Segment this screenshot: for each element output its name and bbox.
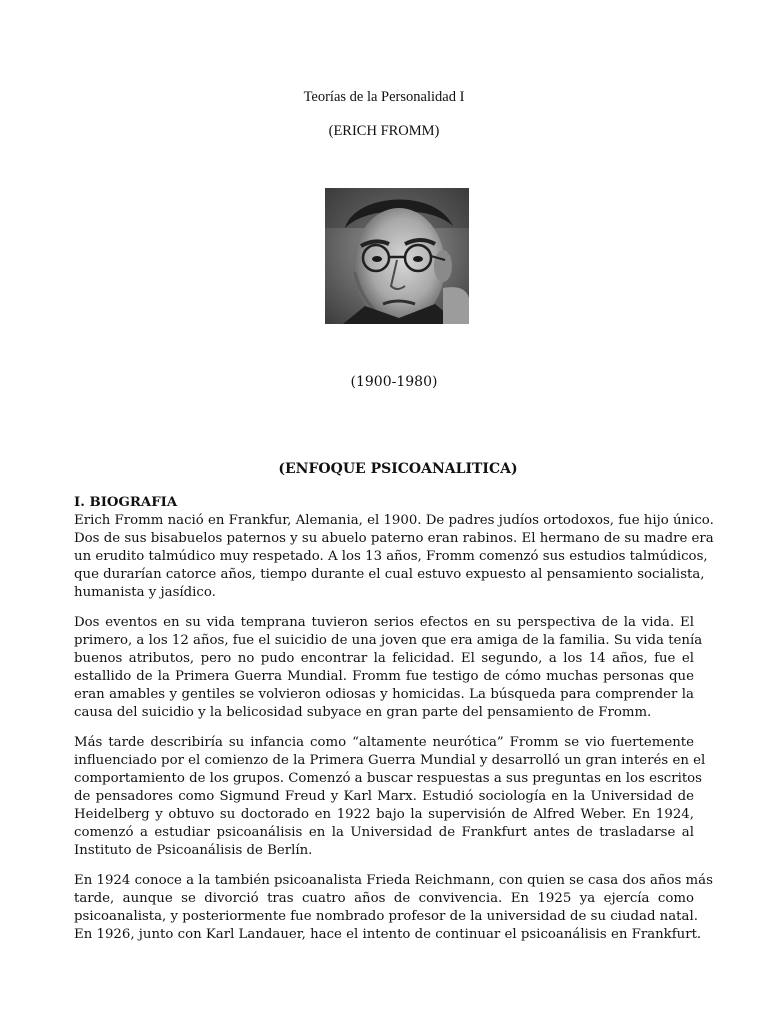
paragraph-line: Erich Fromm nació en Frankfur, Alemania, el 1900. De padres judíos ortodoxos, fue hijo único. [74, 513, 714, 528]
paragraph-line: comenzó a estudiar psicoanálisis en la Universidad de Frankfurt antes de trasladarse al [74, 825, 694, 840]
paragraph-3 [74, 734, 706, 860]
section-heading: I. BIOGRAFIA [74, 495, 178, 510]
paragraph-line: En 1926, junto con Karl Landauer, hace el intento de continuar el psicoanálisis en Frankfurt. [74, 927, 702, 942]
paragraph-2 [74, 614, 703, 722]
document-subtitle: (ERICH FROMM) [328, 123, 440, 139]
paragraph-line: influenciado por el comienzo de la Primera Guerra Mundial y desarrolló un gran interés en el [74, 753, 706, 768]
paragraph-1 [74, 512, 714, 602]
paragraph-line: psicoanalista, y posteriormente fue nombrado profesor de la universidad de su ciudad natal. [74, 909, 698, 924]
paragraph-line: eran amables y gentiles se volvieron odiosas y homicidas. La búsqueda para comprender la [74, 687, 694, 702]
paragraph-line: que durarían catorce años, tiempo durante el cual estuvo expuesto al pensamiento socialista, [74, 567, 705, 582]
paragraph-line: Heidelberg y obtuvo su doctorado en 1922 bajo la supervisión de Alfred Weber. En 1924, [74, 807, 694, 822]
paragraph-line: Dos eventos en su vida temprana tuvieron serios efectos en su perspectiva de la vida. El [74, 615, 694, 630]
paragraph-line: primero, a los 12 años, fue el suicidio de una joven que era amiga de la familia. Su vida tenía [74, 633, 703, 648]
paragraph-4 [74, 872, 713, 944]
paragraph-line: Instituto de Psicoanálisis de Berlín. [74, 843, 313, 858]
paragraph-line: buenos atributos, pero no pudo encontrar la felicidad. El segundo, a los 14 años, fue el [74, 651, 694, 666]
paragraph-line: de pensadores como Sigmund Freud y Karl Marx. Estudió sociología en la Universidad de [74, 789, 694, 804]
portrait-photo [325, 188, 469, 324]
paragraph-line: estallido de la Primera Guerra Mundial. Fromm fue testigo de cómo muchas personas que [74, 669, 694, 684]
paragraph-line: En 1924 conoce a la también psicoanalista Frieda Reichmann, con quien se casa dos años más [74, 873, 713, 888]
paragraph-line: humanista y jasídico. [74, 585, 216, 600]
lifespan-caption: (1900-1980) [350, 374, 438, 390]
paragraph-line: Más tarde describiría su infancia como “altamente neurótica” Fromm se vio fuertemente [74, 735, 694, 750]
paragraph-line: Dos de sus bisabuelos paternos y su abuelo paterno eran rabinos. El hermano de su madre era [74, 531, 714, 546]
paragraph-line: un erudito talmúdico muy respetado. A los 13 años, Fromm comenzó sus estudios talmúdicos, [74, 549, 708, 564]
paragraph-line: causa del suicidio y la belicosidad subyace en gran parte del pensamiento de Fromm. [74, 705, 652, 720]
document-title: Teorías de la Personalidad I [303, 89, 465, 105]
approach-heading: (ENFOQUE PSICOANALITICA) [278, 461, 518, 477]
paragraph-line: tarde, aunque se divorció tras cuatro años de convivencia. En 1925 ya ejercía como [74, 891, 694, 906]
paragraph-line: comportamiento de los grupos. Comenzó a buscar respuestas a sus preguntas en los escritos [74, 771, 703, 786]
